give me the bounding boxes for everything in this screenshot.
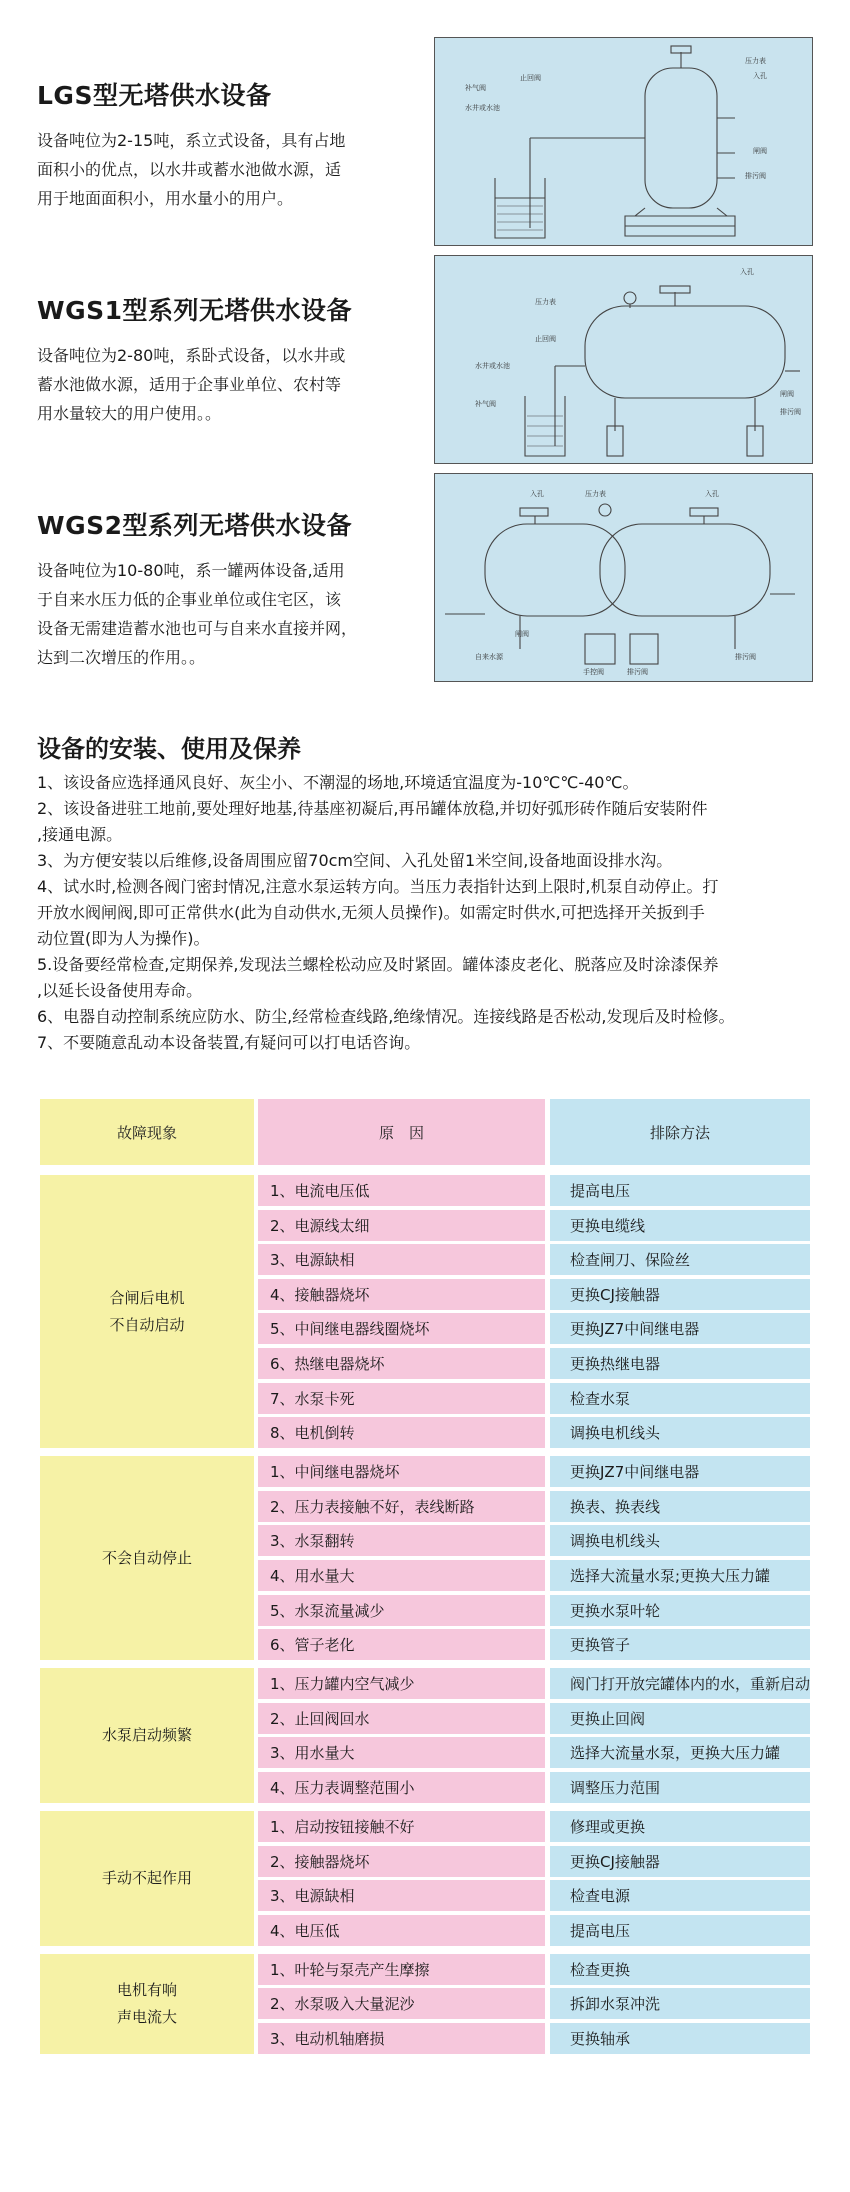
- desc-line: 设备吨位为2-15吨，系立式设备，具有占地: [37, 131, 346, 150]
- fix-cell: 选择大流量水泵;更换大压力罐: [550, 1560, 810, 1591]
- symptom-line: 声电流大: [116, 2007, 177, 2026]
- section-line: 2、该设备进驻工地前,要处理好地基,待基座初凝后,再吊罐体放稳,并切好弧形砖作随后安装附件: [37, 799, 708, 818]
- cause-cell: 6、管子老化: [258, 1629, 545, 1660]
- diagram-label: 闸阀: [753, 147, 767, 155]
- fix-cell: 更换止回阀: [550, 1703, 810, 1734]
- fix-cell: 更换电缆线: [550, 1210, 810, 1241]
- symptom-text: [117, 1977, 177, 2031]
- cause-cell: 3、电源缺相: [258, 1880, 545, 1911]
- diagram-label: 排污阀: [627, 668, 648, 676]
- product-description: [37, 341, 417, 428]
- header-cause: 原 因: [258, 1099, 545, 1165]
- section-line: ,接通电源。: [37, 825, 123, 844]
- fix-cell: 检查更换: [550, 1954, 810, 1985]
- fix-cell: 提高电压: [550, 1915, 810, 1946]
- cause-cell: 3、用水量大: [258, 1737, 545, 1768]
- symptom-line: 不会自动停止: [101, 1548, 192, 1567]
- symptom-cell: [40, 1811, 254, 1946]
- diagram-label: 补气阀: [475, 400, 496, 408]
- symptom-line: 手动不起作用: [101, 1868, 192, 1887]
- section-line: 3、为方便安装以后维修,设备周围应留70cm空间、入孔处留1米空间,设备地面设排水沟。: [37, 851, 673, 870]
- fix-cell: 修理或更换: [550, 1811, 810, 1842]
- symptom-cell: [40, 1668, 254, 1803]
- cause-cell: 3、电源缺相: [258, 1244, 545, 1275]
- diagram-label: 压力表: [745, 57, 766, 65]
- product-title: LGS型无塔供水设备: [37, 81, 272, 110]
- desc-line: 设备吨位为2-80吨，系卧式设备，以水井或: [37, 346, 346, 365]
- cause-cell: 3、水泵翻转: [258, 1525, 545, 1556]
- product-description: [37, 556, 417, 672]
- diagram-label: 排污阀: [780, 408, 801, 416]
- wgs1-diagram: [434, 255, 813, 464]
- fix-cell: 检查电源: [550, 1880, 810, 1911]
- cause-cell: 8、电机倒转: [258, 1417, 545, 1448]
- product-title: WGS2型系列无塔供水设备: [37, 511, 352, 540]
- fix-cell: 阀门打开放完罐体内的水，重新启动: [550, 1668, 810, 1699]
- cause-cell: 2、压力表接触不好，表线断路: [258, 1491, 545, 1522]
- fix-cell: 提高电压: [550, 1175, 810, 1206]
- fix-cell: 调整压力范围: [550, 1772, 810, 1803]
- fix-cell: 换表、换表线: [550, 1491, 810, 1522]
- horizontal-tank-diagram: [435, 256, 812, 463]
- cause-cell: 2、止回阀回水: [258, 1703, 545, 1734]
- section-line: 4、试水时,检测各阀门密封情况,注意水泵运转方向。当压力表指针达到上限时,机泵自动停止。打: [37, 877, 719, 896]
- diagram-label: 入孔: [530, 490, 544, 498]
- section-line: 6、电器自动控制系统应防水、防尘,经常检查线路,绝缘情况。连接线路是否松动,发现后及时检修。: [37, 1007, 735, 1026]
- symptom-text: [109, 1285, 184, 1339]
- desc-line: 面积小的优点，以水井或蓄水池做水源，适: [37, 160, 342, 179]
- symptom-cell: [40, 1175, 254, 1448]
- header-symptom: 故障现象: [40, 1099, 254, 1165]
- symptom-text: [102, 1722, 192, 1749]
- diagram-label: 水井或水池: [475, 362, 510, 370]
- fix-cell: 更换热继电器: [550, 1348, 810, 1379]
- symptom-text: [102, 1545, 192, 1572]
- fix-cell: 检查闸刀、保险丝: [550, 1244, 810, 1275]
- fix-cell: 调换电机线头: [550, 1417, 810, 1448]
- symptom-cell: [40, 1954, 254, 2054]
- desc-line: 设备吨位为10-80吨，系一罐两体设备,适用: [37, 561, 345, 580]
- cause-cell: 1、启动按钮接触不好: [258, 1811, 545, 1842]
- cause-cell: 3、电动机轴磨损: [258, 2023, 545, 2054]
- product-title: WGS1型系列无塔供水设备: [37, 296, 352, 325]
- diagram-label: 压力表: [535, 298, 556, 306]
- cause-cell: 4、接触器烧坏: [258, 1279, 545, 1310]
- section-line: 7、不要随意乱动本设备装置,有疑问可以打电话咨询。: [37, 1033, 421, 1052]
- desc-line: 设备无需建造蓄水池也可与自来水直接并网，: [37, 619, 358, 638]
- diagram-label: 水井或水池: [465, 104, 500, 112]
- fix-cell: 检查水泵: [550, 1383, 810, 1414]
- diagram-label: 排污阀: [745, 172, 766, 180]
- symptom-text: [102, 1865, 192, 1892]
- fix-cell: 拆卸水泵冲洗: [550, 1988, 810, 2019]
- fix-cell: 更换轴承: [550, 2023, 810, 2054]
- symptom-line: 合闸后电机: [109, 1288, 185, 1307]
- installation-section: [37, 729, 827, 1056]
- cause-cell: 4、压力表调整范围小: [258, 1772, 545, 1803]
- section-line: 动位置(即为人为操作)。: [37, 929, 210, 948]
- cause-cell: 1、压力罐内空气减少: [258, 1668, 545, 1699]
- fix-cell: 更换CJ接触器: [550, 1279, 810, 1310]
- cause-cell: 6、热继电器烧坏: [258, 1348, 545, 1379]
- fix-cell: 更换JZ7中间继电器: [550, 1313, 810, 1344]
- section-title: 设备的安装、使用及保养: [37, 735, 301, 763]
- diagram-label: 入孔: [753, 72, 767, 80]
- product-description: [37, 126, 417, 213]
- desc-line: 蓄水池做水源，适用于企事业单位、农村等: [37, 375, 342, 394]
- fix-cell: 更换水泵叶轮: [550, 1595, 810, 1626]
- diagram-label: 排污阀: [735, 653, 756, 661]
- cause-cell: 1、叶轮与泵壳产生摩擦: [258, 1954, 545, 1985]
- diagram-label: 压力表: [585, 490, 606, 498]
- fix-cell: 更换CJ接触器: [550, 1846, 810, 1877]
- desc-line: 用于地面面积小，用水量小的用户。: [37, 189, 294, 208]
- desc-line: 达到二次增压的作用。。: [37, 648, 206, 667]
- diagram-label: 补气阀: [465, 84, 486, 92]
- diagram-label: 止回阀: [520, 74, 541, 82]
- cause-cell: 4、用水量大: [258, 1560, 545, 1591]
- diagram-label: 自来水源: [475, 653, 503, 661]
- fix-cell: 选择大流量水泵，更换大压力罐: [550, 1737, 810, 1768]
- section-line: 开放水阀闸阀,即可正常供水(此为自动供水,无须人员操作)。如需定时供水,可把选择开关扳到手: [37, 903, 705, 922]
- section-line: 5.设备要经常检查,定期保养,发现法兰螺栓松动应及时紧固。罐体漆皮老化、脱落应及时涂漆保养: [37, 955, 719, 974]
- cause-cell: 1、中间继电器烧坏: [258, 1456, 545, 1487]
- double-tank-diagram: [435, 474, 812, 681]
- cause-cell: 2、水泵吸入大量泥沙: [258, 1988, 545, 2019]
- symptom-cell: [40, 1456, 254, 1660]
- fix-cell: 更换管子: [550, 1629, 810, 1660]
- section-line: 1、该设备应选择通风良好、灰尘小、不潮湿的场地,环境适宜温度为-10℃℃-40℃。: [37, 773, 639, 792]
- diagram-label: 止回阀: [535, 335, 556, 343]
- diagram-label: 闸阀: [780, 390, 794, 398]
- symptom-line: 电机有响: [116, 1980, 177, 1999]
- cause-cell: 2、接触器烧坏: [258, 1846, 545, 1877]
- desc-line: 用水量较大的用户使用。。: [37, 404, 222, 423]
- section-line: ,以延长设备使用寿命。: [37, 981, 203, 1000]
- lgs-diagram: [434, 37, 813, 246]
- diagram-label: 入孔: [740, 268, 754, 276]
- cause-cell: 5、中间继电器线圈烧坏: [258, 1313, 545, 1344]
- diagram-label: 手控阀: [583, 668, 604, 676]
- desc-line: 于自来水压力低的企事业单位或住宅区，该: [37, 590, 342, 609]
- cause-cell: 5、水泵流量减少: [258, 1595, 545, 1626]
- product-wgs2-text: [37, 506, 417, 672]
- cause-cell: 2、电源线太细: [258, 1210, 545, 1241]
- diagram-label: 入孔: [705, 490, 719, 498]
- cause-cell: 4、电压低: [258, 1915, 545, 1946]
- vertical-tank-diagram: [435, 38, 812, 245]
- fix-cell: 更换JZ7中间继电器: [550, 1456, 810, 1487]
- cause-cell: 1、电流电压低: [258, 1175, 545, 1206]
- symptom-line: 不自动启动: [109, 1315, 185, 1334]
- wgs2-diagram: [434, 473, 813, 682]
- product-lgs-text: [37, 76, 417, 213]
- product-wgs1-text: [37, 291, 417, 428]
- diagram-label: 闸阀: [515, 630, 529, 638]
- cause-cell: 7、水泵卡死: [258, 1383, 545, 1414]
- header-fix: 排除方法: [550, 1099, 810, 1165]
- symptom-line: 水泵启动频繁: [101, 1726, 192, 1745]
- fix-cell: 调换电机线头: [550, 1525, 810, 1556]
